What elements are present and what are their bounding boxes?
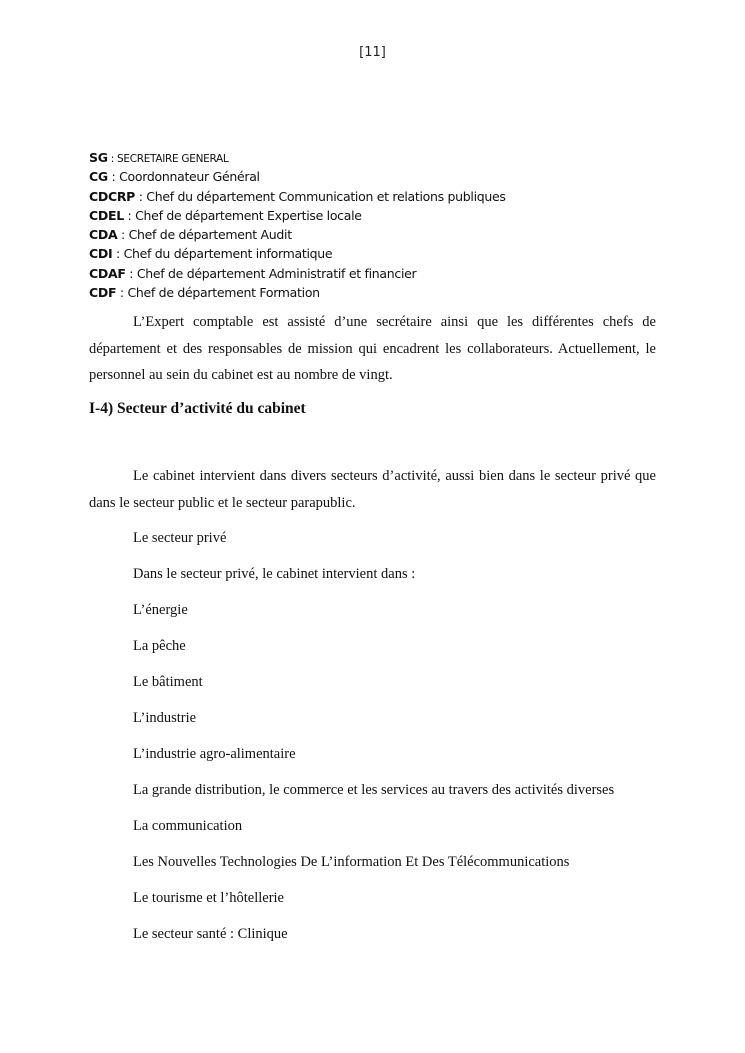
- abbreviation-code: CDI: [89, 246, 113, 262]
- abbreviation-row: [89, 225, 689, 244]
- abbreviation-row: [89, 206, 689, 225]
- list-item: L’énergie: [133, 602, 188, 618]
- list-item: Le secteur santé : Clinique: [133, 926, 288, 942]
- abbreviation-row: [89, 264, 689, 283]
- list-item: Le bâtiment: [133, 674, 203, 690]
- abbreviation-definition: Chef de département Formation: [127, 285, 320, 301]
- abbreviation-separator: :: [117, 227, 129, 243]
- private-sector-list: [133, 528, 693, 960]
- section-heading: I-4) Secteur d’activité du cabinet: [89, 400, 306, 417]
- abbreviation-separator: :: [107, 153, 117, 165]
- abbreviation-definition: SECRETAIRE GENERAL: [117, 153, 229, 165]
- abbreviation-row: [89, 283, 689, 302]
- abbreviation-separator: :: [125, 265, 137, 281]
- abbreviation-definition: Chef du département informatique: [123, 246, 333, 262]
- abbreviation-definition: Chef de département Administratif et financier: [136, 265, 417, 281]
- list-item: La pêche: [133, 638, 186, 654]
- abbreviation-code: CDCRP: [89, 188, 136, 204]
- abbreviation-code: CDA: [89, 227, 118, 243]
- sectors-intro-paragraph: Le cabinet intervient dans divers secteurs d’activité, aussi bien dans le secteur privé que dans le secteur public et le secteur parapublic.: [89, 468, 656, 511]
- abbreviation-code: CDEL: [89, 207, 124, 223]
- abbreviation-row: [89, 148, 689, 167]
- abbreviation-separator: :: [135, 188, 147, 204]
- list-item: La communication: [133, 818, 243, 834]
- abbreviation-separator: :: [116, 285, 128, 301]
- abbreviation-code: CG: [89, 169, 108, 185]
- abbreviation-definition: Chef de département Audit: [128, 227, 292, 243]
- staff-paragraph: L’Expert comptable est assisté d’une secrétaire ainsi que les différentes chefs de département et des responsables de mission qui encadrent les collaborateurs. Actuellement, le personnel au sein du cabinet est au nombre de vingt.: [89, 314, 656, 383]
- page-number: [11]: [359, 45, 386, 60]
- private-sector-intro: Dans le secteur privé, le cabinet intervient dans :: [133, 566, 416, 582]
- list-item: L’industrie agro-alimentaire: [133, 746, 296, 762]
- abbreviation-definition: Coordonnateur Général: [119, 169, 260, 185]
- list-item: Les Nouvelles Technologies De L’information Et Des Télécommunications: [133, 854, 570, 870]
- abbreviation-row: [89, 187, 689, 206]
- abbreviation-separator: :: [112, 246, 124, 262]
- list-item: L’industrie: [133, 710, 197, 726]
- abbreviation-list: [89, 148, 689, 302]
- list-item: La grande distribution, le commerce et les services au travers des activités diverses: [133, 782, 615, 798]
- abbreviation-definition: Chef de département Expertise locale: [135, 207, 362, 223]
- private-sector-title: Le secteur privé: [133, 530, 227, 546]
- abbreviation-definition: Chef du département Communication et relations publiques: [146, 188, 506, 204]
- list-item: Le tourisme et l’hôtellerie: [133, 890, 284, 906]
- abbreviation-code: SG: [89, 150, 108, 165]
- abbreviation-code: CDAF: [89, 265, 126, 281]
- abbreviation-row: [89, 167, 689, 186]
- abbreviation-separator: :: [107, 169, 120, 185]
- abbreviation-separator: :: [123, 207, 136, 223]
- abbreviation-code: CDF: [89, 285, 117, 301]
- abbreviation-row: [89, 244, 689, 263]
